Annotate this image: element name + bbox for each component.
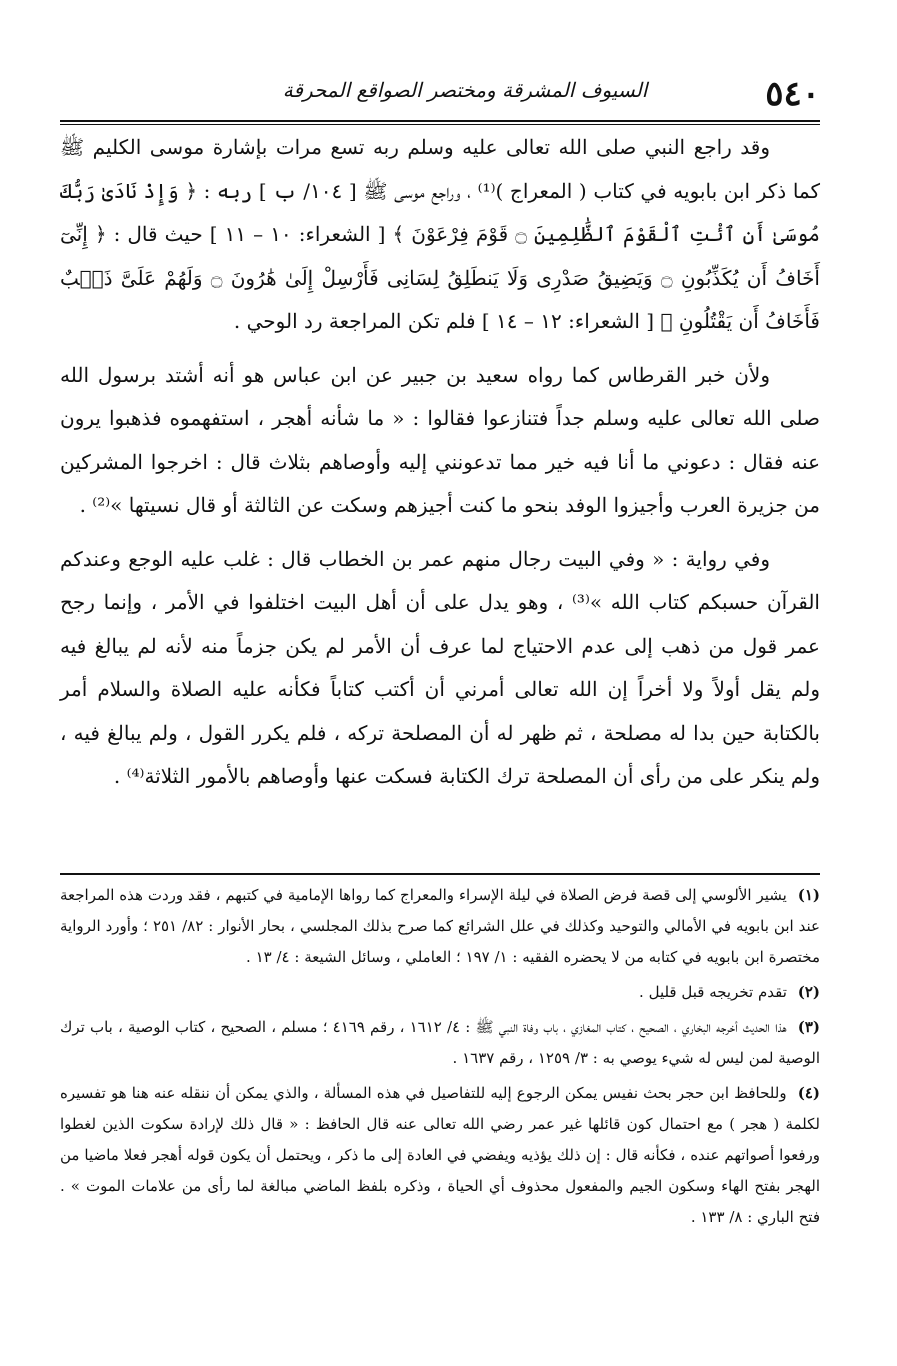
footnote <box>60 977 820 1008</box>
paragraph: ولأن خبر القرطاس كما رواه سعيد بن جبير عن ابن عباس هو أنه أشتد برسول الله صلى الله تعالى عليه وسلم جداً فتنازعوا فقالوا : « ما شأنه أهجر ، استفهموه فذهبوا يرون عنه فقال : دعوني ما أنا فيه خير مما تدعونني إليه وأوصاهم بثلاث قال : اخرجوا المشركين من جزيرة العرب وأجيزوا الوفد بنحو ما كنت أجيزهم وسكت عن الثالثة أو قال نسيتها »⁽²⁾ . <box>60 362 820 517</box>
footnote-text: هذا الحديث أخرجه البخاري ، الصحيح ، كتاب المغازي ، باب وفاة النبي ﷺ : ٤/ ١٦١٢ ، رقم ٤١٦٩ ؛ مسلم ، الصحيح ، كتاب الوصية ، باب ترك الوصية لمن ليس له شيء يوصي به : ٣/ ١٢٥٩ ، رقم ١٦٣٧ . <box>60 1018 820 1067</box>
footnote-separator <box>60 873 820 875</box>
footnote-text: يشير الألوسي إلى قصة فرض الصلاة في ليلة الإسراء والمعراج كما رواها الإمامية في كتبهم ، فقد وردت هذه المراجعة عند ابن بابويه في الأمالي والتوحيد وكذلك في علل الشرائع كما صرح بذلك المجلسي ، بحار الأنوار : ٨٢/ ٢٥١ ؛ وأورد الرواية مختصرة ابن بابويه في كتابه من لا يحضره الفقيه : ١/ ١٩٧ ؛ العاملي ، وسائل الشيعة : ٤/ ١٣ . <box>60 886 820 966</box>
footnote-number: (٤) <box>797 1084 820 1102</box>
main-text <box>60 126 820 809</box>
footnote-text: تقدم تخريجه قبل قليل . <box>639 983 787 1001</box>
paragraph: وفي رواية : « وفي البيت رجال منهم عمر بن الخطاب قال : غلب عليه الوجع وعندكم القرآن حسبكم كتاب الله »⁽³⁾ ، وهو يدل على أن أهل البيت اختلفوا في الأمر ، وإنما رجح عمر قول من ذهب إلى عدم الاحتياج لما عرف أن الأمر لم يكن جزماً منه لأنه لم يبالغ فيه ولم يقل أولاً ولا أخراً إن الله تعالى أمرني أن أكتب كتاباً فكأنه عليه الصلاة والسلام أمر بالكتابة حين بدا له مصلحة ، ثم ظهر له أن المصلحة تركه ، فلم يكرر القول ، ولم يبالغ فيه ، ولم ينكر على من رأى أن المصلحة ترك الكتابة فسكت عنها وأوصاهم بالأمور الثلاثة⁽⁴⁾ . <box>60 546 820 788</box>
footnote-number: (٢) <box>797 983 820 1001</box>
footnote <box>60 1012 820 1074</box>
running-title: السيوف المشرقة ومختصر الصواقع المحرقة <box>282 78 648 102</box>
page-number: ٥٤٠ <box>765 74 820 114</box>
footnote-number: (١) <box>797 886 820 904</box>
footnote <box>60 1078 820 1233</box>
footnotes <box>60 880 820 1237</box>
paragraph: وقد راجع النبي صلى الله تعالى عليه وسلم ربه تسع مرات بإشارة موسى الكليم ﷺ كما ذكر ابن بابويه في كتاب ( المعراج )⁽¹⁾ ، وراجع موسى ﷺ [ ١٠٤/ ب ] ربه : ﴿ وَإِذْ نَادَىٰ رَبُّكَ مُوسَىٰ أَنِ ٱئْتِ ٱلْقَوْمَ ٱلظَّٰلِمِينَ ۝ قَوْمَ فِرْعَوْنَ ﴾ [ الشعراء: ١٠ – ١١ ] حيث قال : ﴿ إِنِّىٓ أَخَافُ أَن يُكَذِّبُونِ ۝ وَيَضِيقُ صَدْرِى وَلَا يَنطَلِقُ لِسَانِى فَأَرْسِلْ إِلَىٰ هَٰرُونَ ۝ وَلَهُمْ عَلَىَّ ذَنۢبٌ فَأَخَافُ أَن يَقْتُلُونِ ﴾ [ الشعراء: ١٢ – ١٤ ] فلم تكن المراجعة رد الوحي . <box>60 135 820 333</box>
header-rule <box>60 120 820 125</box>
footnote <box>60 880 820 973</box>
footnote-number: (٣) <box>797 1018 820 1036</box>
page-header <box>60 68 820 118</box>
footnote-text: وللحافظ ابن حجر بحث نفيس يمكن الرجوع إليه للتفاصيل في هذه المسألة ، والذي يمكن أن ننقله عنه هنا هو تفسيره لكلمة ( هجر ) مع احتمال كون قائلها غير عمر رضي الله تعالى عنه قال الحافظ : « قال ذلك لإرادة سكوت الذين لغطوا ورفعوا أصواتهم عنده ، فكأنه قال : إن ذلك يؤذيه ويفضي في العادة إلى ما ذكر ، ويحتمل أن يكون قوله أهجر فعلا ماضيا من الهجر بفتح الهاء وسكون الجيم والمفعول محذوف أي الحياة ، وذكره بلفظ الماضي مبالغة لما رأى من علامات الموت » . فتح الباري : ٨/ ١٣٣ . <box>60 1084 820 1226</box>
